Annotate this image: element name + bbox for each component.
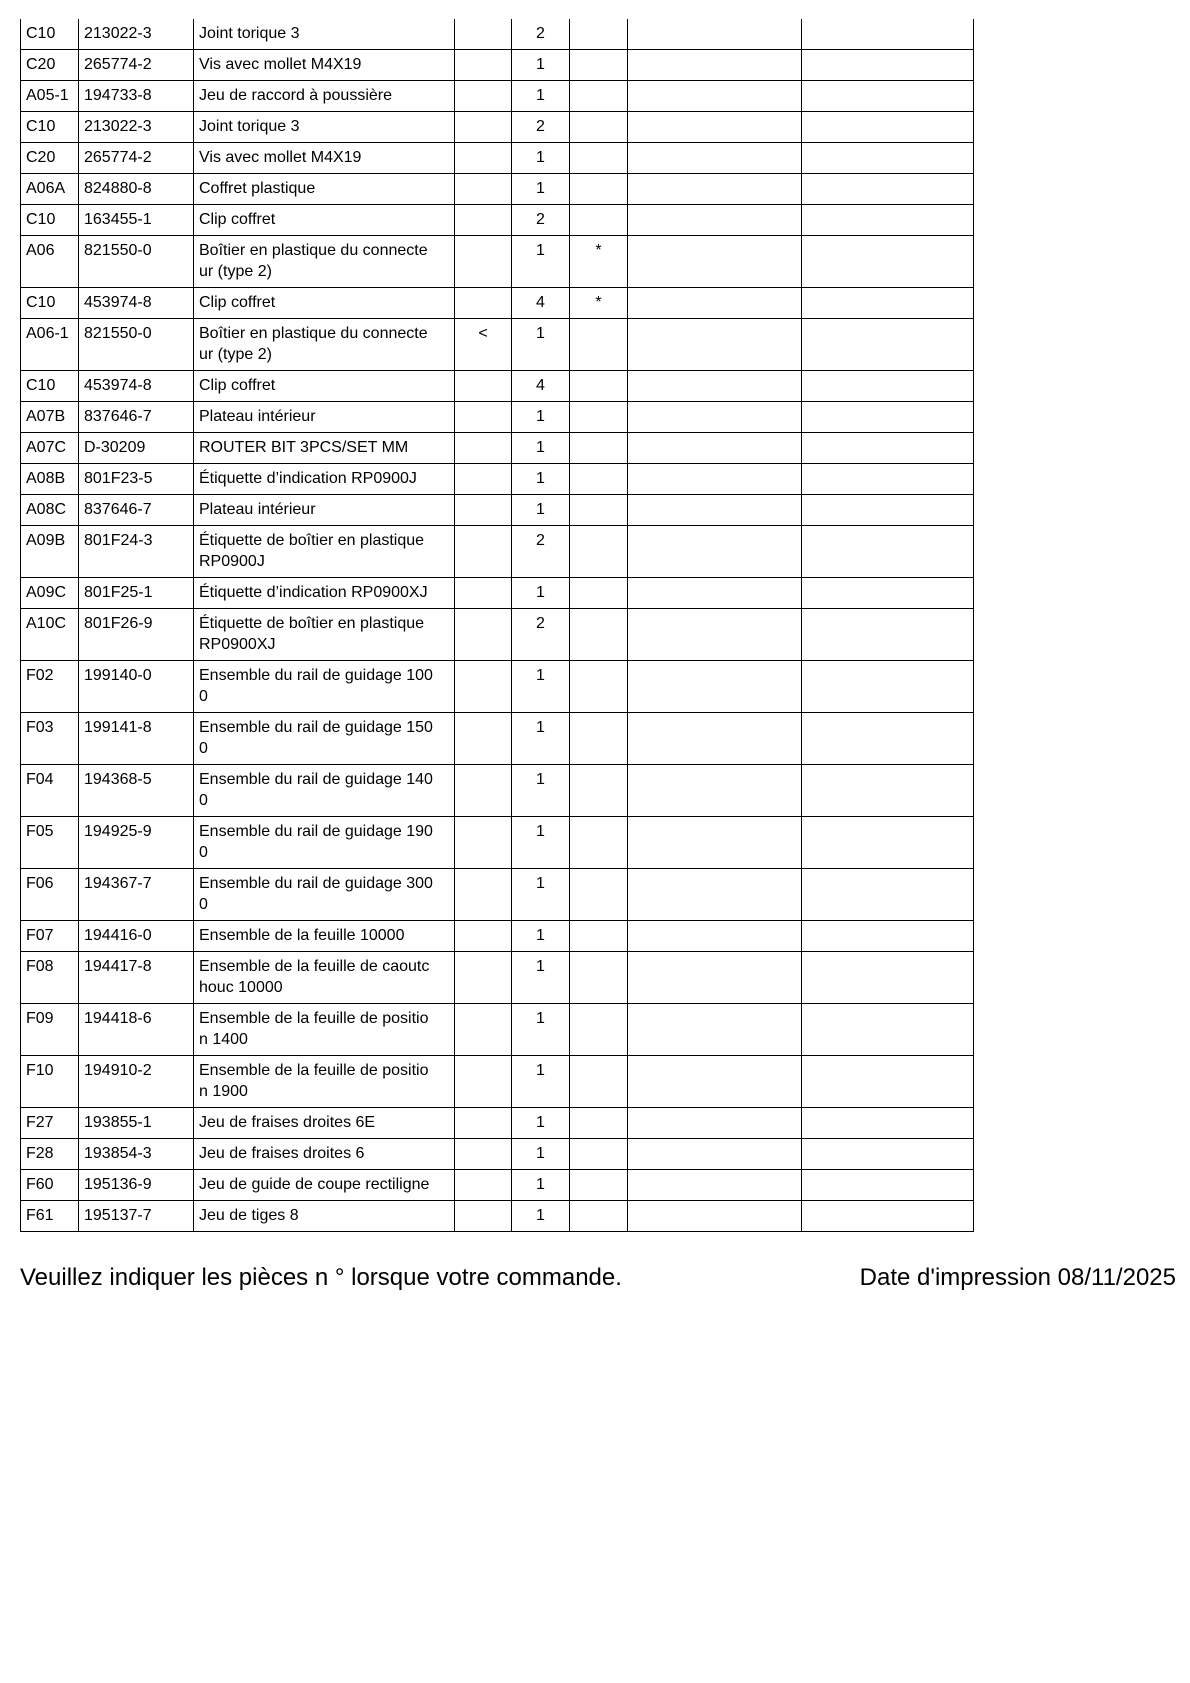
- blank-cell: [628, 50, 802, 81]
- blank-cell: [628, 1108, 802, 1139]
- part-description-cell: Jeu de fraises droites 6: [194, 1139, 455, 1170]
- blank-cell: [802, 236, 974, 288]
- part-mark-cell: [455, 921, 512, 952]
- blank-cell: [802, 1170, 974, 1201]
- table-row: [21, 1201, 974, 1232]
- blank-cell: [802, 319, 974, 371]
- part-note-cell: [570, 526, 628, 578]
- blank-cell: [802, 713, 974, 765]
- part-description-cell: Plateau intérieur: [194, 402, 455, 433]
- part-mark-cell: [455, 371, 512, 402]
- part-number-cell: 163455-1: [79, 205, 194, 236]
- part-number-cell: 195136-9: [79, 1170, 194, 1201]
- part-description-cell: Étiquette de boîtier en plastique RP0900J: [194, 526, 455, 578]
- part-number-cell: 801F23-5: [79, 464, 194, 495]
- part-note-cell: [570, 1004, 628, 1056]
- part-note-cell: [570, 319, 628, 371]
- blank-cell: [628, 765, 802, 817]
- part-note-cell: [570, 19, 628, 50]
- table-row: [21, 174, 974, 205]
- blank-cell: [802, 402, 974, 433]
- table-row: [21, 1139, 974, 1170]
- part-mark-cell: [455, 50, 512, 81]
- table-row: [21, 1056, 974, 1108]
- part-note-cell: [570, 464, 628, 495]
- blank-cell: [802, 609, 974, 661]
- part-note-cell: [570, 921, 628, 952]
- table-row: [21, 921, 974, 952]
- table-row: [21, 765, 974, 817]
- blank-cell: [628, 1201, 802, 1232]
- part-note-cell: [570, 817, 628, 869]
- part-number-cell: 195137-7: [79, 1201, 194, 1232]
- part-mark-cell: [455, 433, 512, 464]
- part-mark-cell: [455, 174, 512, 205]
- table-row: [21, 319, 974, 371]
- part-number-cell: 194733-8: [79, 81, 194, 112]
- part-description-cell: Étiquette de boîtier en plastique RP0900XJ: [194, 609, 455, 661]
- blank-cell: [628, 205, 802, 236]
- blank-cell: [802, 1108, 974, 1139]
- part-quantity-cell: 2: [512, 526, 570, 578]
- part-mark-cell: [455, 1170, 512, 1201]
- part-mark-cell: [455, 609, 512, 661]
- part-description-cell: Ensemble de la feuille 10000: [194, 921, 455, 952]
- part-ref-cell: F06: [21, 869, 79, 921]
- part-number-cell: 837646-7: [79, 495, 194, 526]
- part-quantity-cell: 2: [512, 112, 570, 143]
- part-quantity-cell: 1: [512, 402, 570, 433]
- blank-cell: [802, 112, 974, 143]
- blank-cell: [802, 371, 974, 402]
- part-number-cell: 801F25-1: [79, 578, 194, 609]
- part-mark-cell: [455, 1108, 512, 1139]
- part-quantity-cell: 1: [512, 50, 570, 81]
- part-note-cell: [570, 1201, 628, 1232]
- table-row: [21, 19, 974, 50]
- table-row: [21, 661, 974, 713]
- blank-cell: [628, 288, 802, 319]
- part-description-cell: Ensemble du rail de guidage 100 0: [194, 661, 455, 713]
- part-quantity-cell: 1: [512, 578, 570, 609]
- part-description-cell: Ensemble du rail de guidage 140 0: [194, 765, 455, 817]
- part-number-cell: 265774-2: [79, 143, 194, 174]
- part-note-cell: [570, 1108, 628, 1139]
- blank-cell: [628, 19, 802, 50]
- part-mark-cell: <: [455, 319, 512, 371]
- blank-cell: [628, 952, 802, 1004]
- blank-cell: [628, 143, 802, 174]
- part-description-cell: Ensemble du rail de guidage 300 0: [194, 869, 455, 921]
- blank-cell: [802, 205, 974, 236]
- part-ref-cell: A07C: [21, 433, 79, 464]
- table-row: [21, 1004, 974, 1056]
- table-row: [21, 50, 974, 81]
- part-ref-cell: F61: [21, 1201, 79, 1232]
- part-description-cell: Ensemble du rail de guidage 190 0: [194, 817, 455, 869]
- part-ref-cell: F05: [21, 817, 79, 869]
- blank-cell: [628, 921, 802, 952]
- table-row: [21, 817, 974, 869]
- table-row: [21, 1108, 974, 1139]
- parts-table-body: [21, 19, 974, 1232]
- part-quantity-cell: 1: [512, 1004, 570, 1056]
- part-ref-cell: F07: [21, 921, 79, 952]
- table-row: [21, 143, 974, 174]
- part-ref-cell: C10: [21, 288, 79, 319]
- part-quantity-cell: 2: [512, 205, 570, 236]
- part-quantity-cell: 2: [512, 609, 570, 661]
- table-row: [21, 464, 974, 495]
- table-row: [21, 869, 974, 921]
- part-number-cell: 824880-8: [79, 174, 194, 205]
- blank-cell: [628, 817, 802, 869]
- part-note-cell: *: [570, 236, 628, 288]
- part-description-cell: Jeu de tiges 8: [194, 1201, 455, 1232]
- part-number-cell: D-30209: [79, 433, 194, 464]
- part-note-cell: [570, 174, 628, 205]
- part-number-cell: 453974-8: [79, 371, 194, 402]
- part-ref-cell: F03: [21, 713, 79, 765]
- part-number-cell: 194368-5: [79, 765, 194, 817]
- blank-cell: [628, 433, 802, 464]
- part-number-cell: 199140-0: [79, 661, 194, 713]
- part-description-cell: Ensemble du rail de guidage 150 0: [194, 713, 455, 765]
- blank-cell: [802, 817, 974, 869]
- blank-cell: [802, 464, 974, 495]
- part-ref-cell: F08: [21, 952, 79, 1004]
- blank-cell: [802, 921, 974, 952]
- part-description-cell: ROUTER BIT 3PCS/SET MM: [194, 433, 455, 464]
- blank-cell: [628, 371, 802, 402]
- blank-cell: [628, 1056, 802, 1108]
- part-number-cell: 199141-8: [79, 713, 194, 765]
- part-ref-cell: F02: [21, 661, 79, 713]
- part-quantity-cell: 1: [512, 495, 570, 526]
- table-row: [21, 236, 974, 288]
- part-mark-cell: [455, 236, 512, 288]
- part-note-cell: [570, 371, 628, 402]
- part-ref-cell: A05-1: [21, 81, 79, 112]
- blank-cell: [628, 319, 802, 371]
- part-number-cell: 194418-6: [79, 1004, 194, 1056]
- part-quantity-cell: 1: [512, 713, 570, 765]
- part-mark-cell: [455, 19, 512, 50]
- part-number-cell: 213022-3: [79, 19, 194, 50]
- part-note-cell: [570, 609, 628, 661]
- part-note-cell: [570, 1139, 628, 1170]
- part-quantity-cell: 1: [512, 1108, 570, 1139]
- part-number-cell: 453974-8: [79, 288, 194, 319]
- part-quantity-cell: 1: [512, 143, 570, 174]
- blank-cell: [628, 661, 802, 713]
- part-ref-cell: A08C: [21, 495, 79, 526]
- blank-cell: [628, 402, 802, 433]
- part-mark-cell: [455, 495, 512, 526]
- part-note-cell: [570, 402, 628, 433]
- part-mark-cell: [455, 1056, 512, 1108]
- blank-cell: [628, 526, 802, 578]
- blank-cell: [802, 143, 974, 174]
- blank-cell: [802, 81, 974, 112]
- part-description-cell: Ensemble de la feuille de positio n 1900: [194, 1056, 455, 1108]
- part-description-cell: Jeu de guide de coupe rectiligne: [194, 1170, 455, 1201]
- part-description-cell: Jeu de fraises droites 6E: [194, 1108, 455, 1139]
- part-ref-cell: C10: [21, 112, 79, 143]
- part-note-cell: [570, 50, 628, 81]
- part-description-cell: Joint torique 3: [194, 19, 455, 50]
- table-row: [21, 609, 974, 661]
- blank-cell: [802, 19, 974, 50]
- part-mark-cell: [455, 869, 512, 921]
- part-mark-cell: [455, 205, 512, 236]
- part-ref-cell: A07B: [21, 402, 79, 433]
- blank-cell: [802, 1056, 974, 1108]
- part-ref-cell: A08B: [21, 464, 79, 495]
- part-mark-cell: [455, 288, 512, 319]
- part-note-cell: [570, 205, 628, 236]
- part-quantity-cell: 4: [512, 371, 570, 402]
- blank-cell: [802, 288, 974, 319]
- part-quantity-cell: 1: [512, 952, 570, 1004]
- part-number-cell: 801F26-9: [79, 609, 194, 661]
- part-number-cell: 193854-3: [79, 1139, 194, 1170]
- table-row: [21, 81, 974, 112]
- part-ref-cell: C20: [21, 50, 79, 81]
- part-ref-cell: A09B: [21, 526, 79, 578]
- table-row: [21, 1170, 974, 1201]
- part-mark-cell: [455, 765, 512, 817]
- part-note-cell: [570, 495, 628, 526]
- part-description-cell: Étiquette d’indication RP0900XJ: [194, 578, 455, 609]
- blank-cell: [628, 1139, 802, 1170]
- blank-cell: [628, 578, 802, 609]
- table-row: [21, 495, 974, 526]
- part-mark-cell: [455, 112, 512, 143]
- blank-cell: [628, 495, 802, 526]
- part-ref-cell: A06A: [21, 174, 79, 205]
- table-row: [21, 371, 974, 402]
- blank-cell: [628, 112, 802, 143]
- part-number-cell: 837646-7: [79, 402, 194, 433]
- part-quantity-cell: 4: [512, 288, 570, 319]
- blank-cell: [628, 1004, 802, 1056]
- part-note-cell: [570, 433, 628, 464]
- part-mark-cell: [455, 81, 512, 112]
- part-number-cell: 801F24-3: [79, 526, 194, 578]
- part-mark-cell: [455, 661, 512, 713]
- part-ref-cell: A06-1: [21, 319, 79, 371]
- part-quantity-cell: 1: [512, 236, 570, 288]
- blank-cell: [628, 869, 802, 921]
- part-description-cell: Clip coffret: [194, 205, 455, 236]
- part-note-cell: [570, 765, 628, 817]
- part-quantity-cell: 1: [512, 869, 570, 921]
- part-quantity-cell: 1: [512, 1170, 570, 1201]
- part-quantity-cell: 1: [512, 921, 570, 952]
- part-number-cell: 265774-2: [79, 50, 194, 81]
- part-note-cell: [570, 713, 628, 765]
- part-ref-cell: F28: [21, 1139, 79, 1170]
- part-description-cell: Ensemble de la feuille de positio n 1400: [194, 1004, 455, 1056]
- blank-cell: [628, 174, 802, 205]
- part-quantity-cell: 1: [512, 765, 570, 817]
- part-ref-cell: F10: [21, 1056, 79, 1108]
- blank-cell: [802, 433, 974, 464]
- table-row: [21, 526, 974, 578]
- part-note-cell: [570, 869, 628, 921]
- part-ref-cell: A09C: [21, 578, 79, 609]
- table-row: [21, 433, 974, 464]
- part-ref-cell: F60: [21, 1170, 79, 1201]
- part-number-cell: 193855-1: [79, 1108, 194, 1139]
- blank-cell: [802, 765, 974, 817]
- part-description-cell: Jeu de raccord à poussière: [194, 81, 455, 112]
- blank-cell: [802, 869, 974, 921]
- part-quantity-cell: 1: [512, 1139, 570, 1170]
- part-quantity-cell: 1: [512, 319, 570, 371]
- part-number-cell: 194925-9: [79, 817, 194, 869]
- part-mark-cell: [455, 1201, 512, 1232]
- order-instruction-note: Veuillez indiquer les pièces n ° lorsque votre commande.: [20, 1264, 622, 1291]
- part-description-cell: Clip coffret: [194, 288, 455, 319]
- part-description-cell: Clip coffret: [194, 371, 455, 402]
- part-mark-cell: [455, 578, 512, 609]
- blank-cell: [802, 578, 974, 609]
- part-description-cell: Coffret plastique: [194, 174, 455, 205]
- part-quantity-cell: 2: [512, 19, 570, 50]
- part-number-cell: 194367-7: [79, 869, 194, 921]
- table-row: [21, 288, 974, 319]
- blank-cell: [802, 661, 974, 713]
- part-quantity-cell: 1: [512, 464, 570, 495]
- parts-table: [20, 19, 974, 1232]
- table-row: [21, 578, 974, 609]
- part-mark-cell: [455, 817, 512, 869]
- part-number-cell: 821550-0: [79, 236, 194, 288]
- blank-cell: [802, 1004, 974, 1056]
- blank-cell: [802, 1139, 974, 1170]
- blank-cell: [628, 464, 802, 495]
- part-mark-cell: [455, 402, 512, 433]
- part-ref-cell: C10: [21, 205, 79, 236]
- part-number-cell: 194910-2: [79, 1056, 194, 1108]
- part-ref-cell: A06: [21, 236, 79, 288]
- blank-cell: [628, 713, 802, 765]
- part-mark-cell: [455, 1139, 512, 1170]
- part-mark-cell: [455, 713, 512, 765]
- part-description-cell: Étiquette d’indication RP0900J: [194, 464, 455, 495]
- part-mark-cell: [455, 464, 512, 495]
- part-note-cell: [570, 952, 628, 1004]
- part-ref-cell: F09: [21, 1004, 79, 1056]
- table-row: [21, 402, 974, 433]
- blank-cell: [628, 609, 802, 661]
- print-date: Date d'impression 08/11/2025: [859, 1264, 1176, 1291]
- part-number-cell: 194416-0: [79, 921, 194, 952]
- part-number-cell: 213022-3: [79, 112, 194, 143]
- part-description-cell: Boîtier en plastique du connecte ur (type 2): [194, 236, 455, 288]
- part-note-cell: [570, 81, 628, 112]
- part-note-cell: [570, 578, 628, 609]
- part-mark-cell: [455, 526, 512, 578]
- blank-cell: [802, 174, 974, 205]
- part-ref-cell: F27: [21, 1108, 79, 1139]
- part-description-cell: Joint torique 3: [194, 112, 455, 143]
- part-number-cell: 821550-0: [79, 319, 194, 371]
- part-note-cell: [570, 661, 628, 713]
- table-row: [21, 112, 974, 143]
- part-note-cell: *: [570, 288, 628, 319]
- part-number-cell: 194417-8: [79, 952, 194, 1004]
- blank-cell: [802, 1201, 974, 1232]
- blank-cell: [802, 50, 974, 81]
- part-quantity-cell: 1: [512, 1056, 570, 1108]
- part-quantity-cell: 1: [512, 81, 570, 112]
- part-mark-cell: [455, 143, 512, 174]
- part-ref-cell: C10: [21, 19, 79, 50]
- part-quantity-cell: 1: [512, 174, 570, 205]
- blank-cell: [802, 526, 974, 578]
- part-ref-cell: F04: [21, 765, 79, 817]
- part-note-cell: [570, 112, 628, 143]
- blank-cell: [628, 81, 802, 112]
- blank-cell: [628, 236, 802, 288]
- part-ref-cell: C20: [21, 143, 79, 174]
- part-quantity-cell: 1: [512, 817, 570, 869]
- part-description-cell: Vis avec mollet M4X19: [194, 50, 455, 81]
- part-quantity-cell: 1: [512, 661, 570, 713]
- part-quantity-cell: 1: [512, 1201, 570, 1232]
- blank-cell: [628, 1170, 802, 1201]
- part-description-cell: Ensemble de la feuille de caoutc houc 10000: [194, 952, 455, 1004]
- part-ref-cell: C10: [21, 371, 79, 402]
- part-mark-cell: [455, 1004, 512, 1056]
- part-quantity-cell: 1: [512, 433, 570, 464]
- table-row: [21, 713, 974, 765]
- part-description-cell: Boîtier en plastique du connecte ur (type 2): [194, 319, 455, 371]
- part-note-cell: [570, 1056, 628, 1108]
- blank-cell: [802, 952, 974, 1004]
- table-row: [21, 952, 974, 1004]
- part-description-cell: Plateau intérieur: [194, 495, 455, 526]
- part-description-cell: Vis avec mollet M4X19: [194, 143, 455, 174]
- part-note-cell: [570, 143, 628, 174]
- part-mark-cell: [455, 952, 512, 1004]
- table-row: [21, 205, 974, 236]
- part-note-cell: [570, 1170, 628, 1201]
- blank-cell: [802, 495, 974, 526]
- part-ref-cell: A10C: [21, 609, 79, 661]
